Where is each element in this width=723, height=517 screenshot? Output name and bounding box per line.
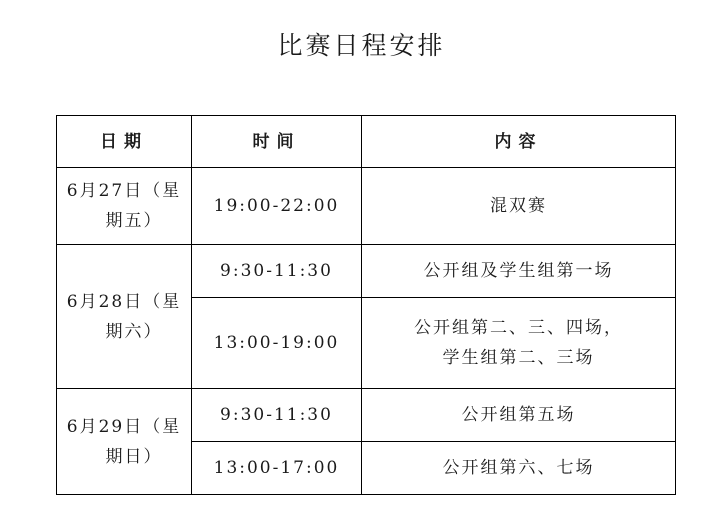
content-cell: 混双赛 xyxy=(362,168,676,245)
time-cell: 13:00-17:00 xyxy=(192,442,362,495)
date-cell-jun27 xyxy=(57,168,192,245)
content-cell: 公开组第六、七场 xyxy=(362,442,676,495)
time-cell: 13:00-19:00 xyxy=(192,298,362,389)
content-line: 学生组第二、三场 xyxy=(442,348,595,368)
content-cell: 公开组及学生组第一场 xyxy=(362,245,676,298)
table-row xyxy=(57,168,676,245)
date-text: 6月27日（星 xyxy=(66,181,182,201)
date-cell-jun29 xyxy=(57,389,192,495)
date-text: 6月28日（星 xyxy=(66,291,182,312)
date-text: 6月29日（星 xyxy=(66,416,182,437)
header-time: 时间 xyxy=(192,116,362,168)
table-row xyxy=(57,389,676,442)
time-cell: 9:30-11:30 xyxy=(192,389,362,442)
table-header-row xyxy=(57,116,676,168)
table-row xyxy=(57,245,676,298)
weekday-text: 期六） xyxy=(105,321,163,342)
weekday-text: 期五） xyxy=(105,211,163,231)
page-title: 比赛日程安排 xyxy=(277,31,446,60)
header-content: 内容 xyxy=(362,116,676,168)
content-line: 公开组第二、三、四场， xyxy=(414,318,623,338)
time-cell: 19:00-22:00 xyxy=(192,168,362,245)
time-cell: 9:30-11:30 xyxy=(192,245,362,298)
header-date: 日期 xyxy=(57,116,192,168)
date-cell-jun28 xyxy=(57,245,192,389)
weekday-text: 期日） xyxy=(105,446,163,467)
content-cell xyxy=(362,298,676,389)
content-cell: 公开组第五场 xyxy=(362,389,676,442)
schedule-table xyxy=(56,115,676,495)
